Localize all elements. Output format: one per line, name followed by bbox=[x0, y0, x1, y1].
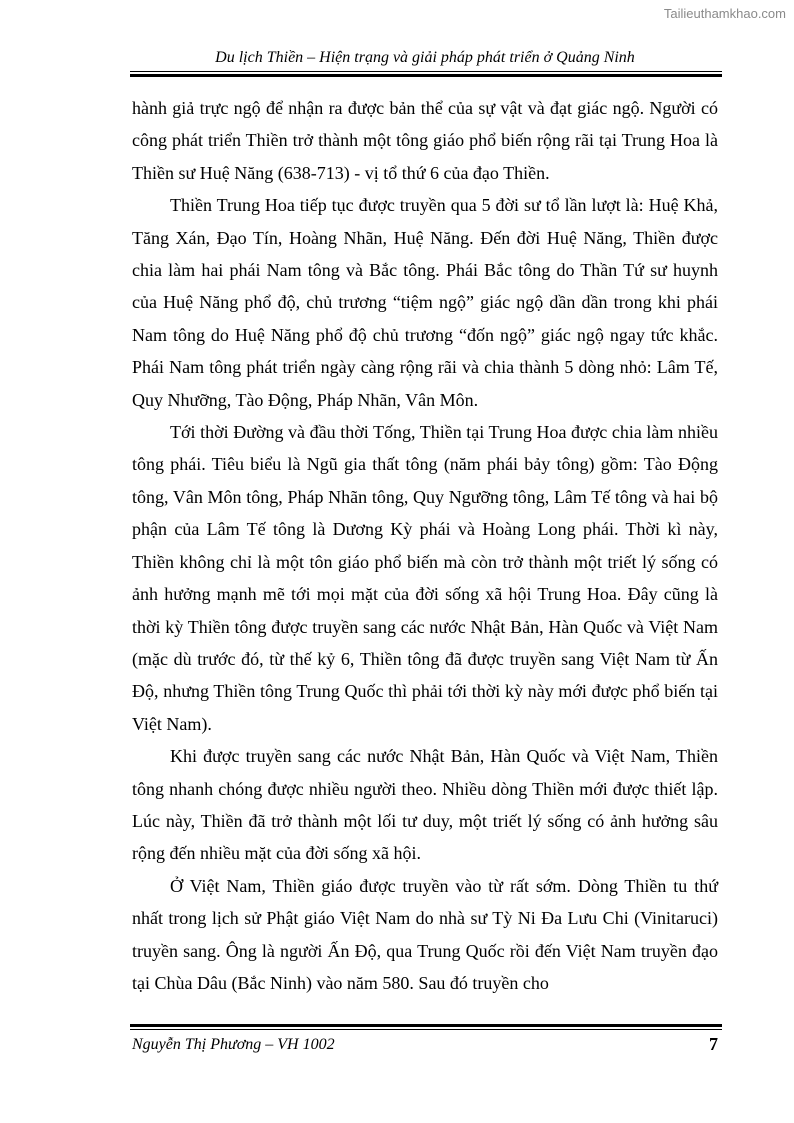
paragraph-4: Khi được truyền sang các nước Nhật Bản, Hàn Quốc và Việt Nam, Thiền tông nhanh chóng được nhiều người theo. Nhiều dòng Thiền mới được thiết lập. Lúc này, Thiền đã trở thành một lối tư duy, một triết lý sống có ảnh hưởng sâu rộng đến nhiều mặt của đời sống xã hội. bbox=[132, 746, 718, 864]
header-rule-thin bbox=[130, 71, 722, 72]
paragraph-1: hành giả trực ngộ để nhận ra được bản thể của sự vật và đạt giác ngộ. Người có công phát triển Thiền trở thành một tông giáo phổ biến rộng rãi tại Trung Hoa là Thiền sư Huệ Năng (638-713) - vị tổ thứ 6 của đạo Thiền. bbox=[132, 98, 718, 183]
header-rule-thick bbox=[130, 74, 722, 77]
page-number: 7 bbox=[709, 1034, 718, 1054]
footer-rule-thin bbox=[130, 1029, 722, 1030]
paragraph-3: Tới thời Đường và đầu thời Tống, Thiền tại Trung Hoa được chia làm nhiều tông phái. Tiêu biểu là Ngũ gia thất tông (năm phái bảy tông) gồm: Tào Động tông, Vân Môn tông, Pháp Nhãn tông, Quy Ngưỡng tông, Lâm Tế tông và hai bộ phận của Lâm Tế tông là Dương Kỳ phái và Hoàng Long phái. Thời kì này, Thiền không chỉ là một tôn giáo phổ biến mà còn trở thành một triết lý sống có ảnh hưởng mạnh mẽ tới mọi mặt của đời sống xã hội Trung Hoa. Đây cũng là thời kỳ Thiền tông được truyền sang các nước Nhật Bản, Hàn Quốc và Việt Nam (mặc dù trước đó, từ thế kỷ 6, Thiền tông đã được truyền sang Việt Nam từ Ấn Độ, nhưng Thiền tông Trung Quốc thì phải tới thời kỳ này mới được phổ biến tại Việt Nam). bbox=[132, 422, 718, 734]
running-header-title: Du lịch Thiền – Hiện trạng và giải pháp phát triển ở Quảng Ninh bbox=[215, 49, 635, 66]
watermark: Tailieuthamkhao.com bbox=[663, 6, 786, 21]
footer-rule-thick bbox=[130, 1024, 722, 1027]
paragraph-5: Ở Việt Nam, Thiền giáo được truyền vào từ rất sớm. Dòng Thiền tu thứ nhất trong lịch sử Phật giáo Việt Nam do nhà sư Tỳ Ni Đa Lưu Chi (Vinitaruci) truyền sang. Ông là người Ấn Độ, qua Trung Quốc rồi đến Việt Nam truyền đạo tại Chùa Dâu (Bắc Ninh) vào năm 580. Sau đó truyền cho bbox=[132, 875, 718, 993]
footer-author: Nguyễn Thị Phương – VH 1002 bbox=[132, 1036, 335, 1053]
paragraph-2: Thiền Trung Hoa tiếp tục được truyền qua 5 đời sư tổ lần lượt là: Huệ Khả, Tăng Xán, Đạo Tín, Hoàng Nhãn, Huệ Năng. Đến đời Huệ Năng, Thiền được chia làm hai phái Nam tông và Bắc tông. Phái Bắc tông do Thần Tứ sư huynh của Huệ Năng phổ độ, chủ trương “tiệm ngộ” giác ngộ dần dần trong khi phái Nam tông do Huệ Năng phổ độ chủ trương “đốn ngộ” giác ngộ ngay tức khắc. Phái Nam tông phát triển ngày càng rộng rãi và chia thành 5 dòng nhỏ: Lâm Tế, Quy Nhưỡng, Tào Động, Pháp Nhãn, Vân Môn. bbox=[132, 195, 718, 410]
body-text bbox=[132, 92, 718, 999]
